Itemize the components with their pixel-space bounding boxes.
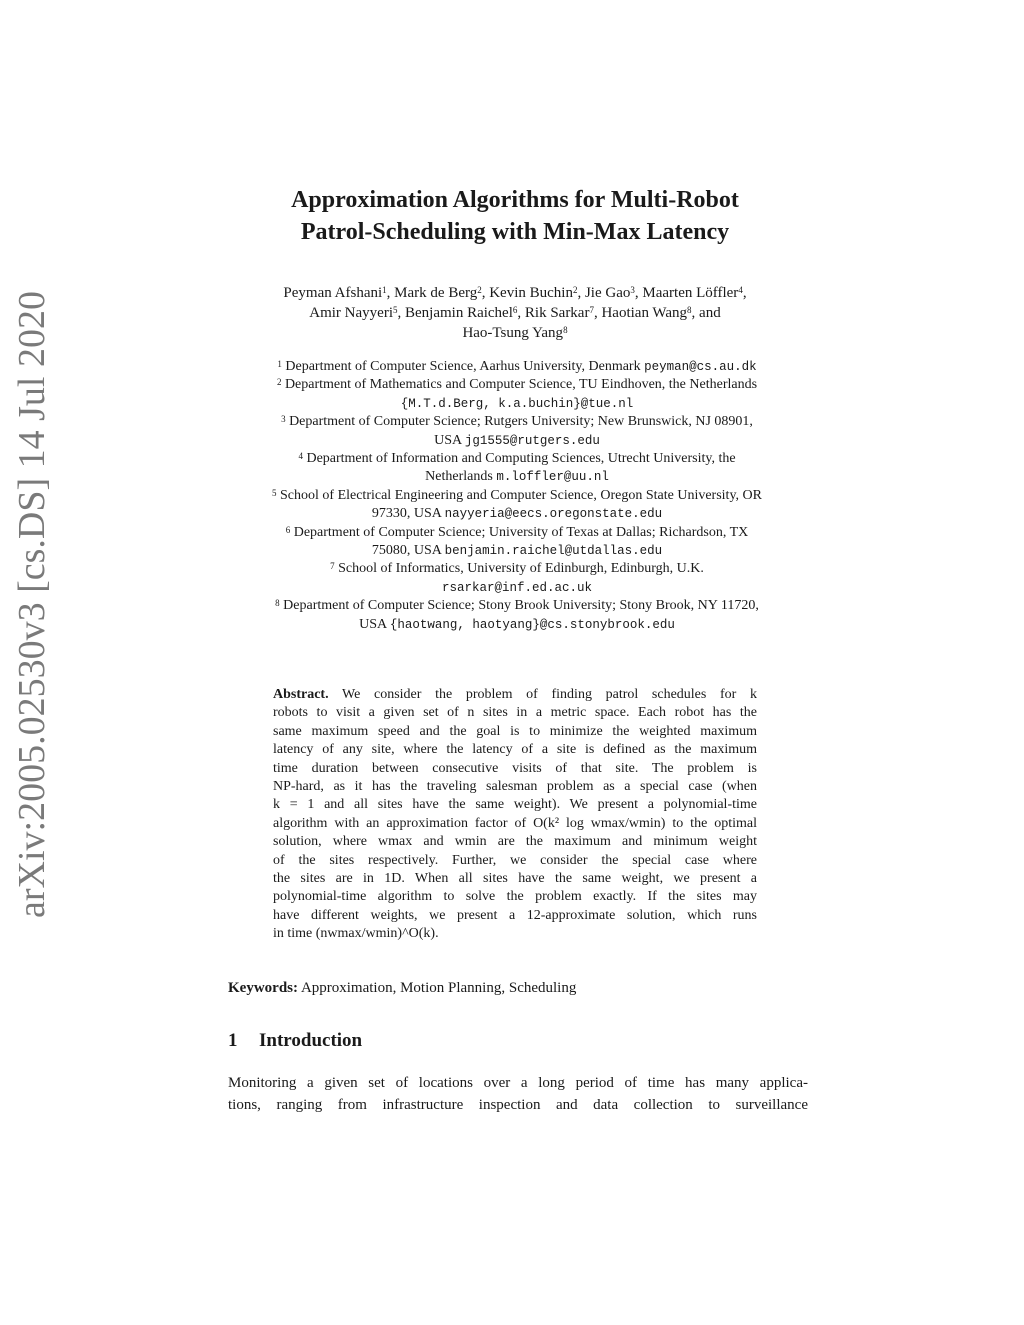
keywords <box>228 978 808 998</box>
email: {M.T.d.Berg, k.a.buchin}@tue.nl <box>400 396 634 411</box>
email: peyman@cs.au.dk <box>644 360 757 374</box>
abstract-line: k = 1 and all sites have the same weight). We present a polynomial-time <box>273 797 757 813</box>
abstract-line: algorithm with an approximation factor of O(k² log wmax/wmin) to the optimal <box>273 815 757 831</box>
title-line: Patrol-Scheduling with Min-Max Latency <box>300 219 730 245</box>
abstract-line: same maximum speed and the goal is to minimize the weighted maximum <box>273 723 757 739</box>
affiliation: $^4$ Department of Information and Computing Sciences, Utrecht University, the Netherlands m.loffler@uu.nl <box>298 451 736 485</box>
email: benjamin.raichel@utdallas.edu <box>444 544 663 559</box>
email: {haotwang, haotyang}@cs.stonybrook.edu <box>389 617 675 632</box>
author: Jie Gao$^3$ <box>584 285 635 301</box>
author: Rik Sarkar$^7$ <box>524 305 594 321</box>
abstract-label: Abstract. <box>273 687 329 702</box>
author: Haotian Wang$^8$ <box>601 305 692 321</box>
abstract-line: time duration between consecutive visits of that site. The problem is <box>273 760 757 776</box>
affiliation: $^7$ School of Informatics, University of Edinburgh, Edinburgh, U.K. rsarkar@inf.ed.ac.uk <box>330 561 704 595</box>
email: nayyeria@eecs.oregonstate.edu <box>444 507 663 522</box>
body-line: Monitoring a given set of locations over a long period of time has many applica- <box>228 1075 808 1091</box>
author: Mark de Berg$^2$ <box>394 285 482 301</box>
affiliation: $^3$ Department of Computer Science; Rutgers University; New Brunswick, NJ 08901, USA jg1555@rutgers.edu <box>281 414 753 448</box>
section-number: 1 <box>228 1030 238 1051</box>
abstract-line: Abstract. We consider the problem of finding patrol schedules for k <box>273 687 757 702</box>
email: rsarkar@inf.ed.ac.uk <box>441 580 593 595</box>
affiliation: $^5$ School of Electrical Engineering and Computer Science, Oregon State University, OR 97330, USA nayyeria@eecs.oregonstate.edu <box>272 487 762 522</box>
abstract-line: robots to visit a given set of n sites in a metric space. Each robot has the <box>273 705 757 721</box>
keywords-text: Approximation, Motion Planning, Scheduling <box>300 980 577 996</box>
email: jg1555@rutgers.edu <box>464 433 600 448</box>
body-text <box>228 1072 808 1116</box>
author: Peyman Afshani$^1$ <box>283 285 387 301</box>
paper-title <box>180 184 850 248</box>
affiliation: $^1$ Department of Computer Science, Aarhus University, Denmark peyman@cs.au.dk <box>277 359 757 374</box>
affiliation: $^8$ Department of Computer Science; Stony Brook University; Stony Brook, NY 11720, USA {haotwang, haotyang}@cs.stonybrook.edu <box>275 598 759 632</box>
affiliation: $^6$ Department of Computer Science; University of Texas at Dallas; Richardson, TX 75080, USA benjamin.raichel@utdallas.edu <box>285 524 749 559</box>
author: Benjamin Raichel$^6$ <box>405 305 518 321</box>
affiliations <box>224 358 810 634</box>
abstract-line: the sites are in 1D. When all sites have the same weight, we present a <box>273 870 757 886</box>
keywords-label: Keywords: <box>228 980 298 996</box>
abstract <box>273 686 757 943</box>
author-line <box>215 323 815 343</box>
section-heading <box>228 1028 362 1054</box>
author-line: Amir Nayyeri$^5$, Benjamin Raichel$^6$, Rik Sarkar$^7$, Haotian Wang$^8$, and <box>309 305 721 321</box>
abstract-line: polynomial-time algorithm to solve the problem exactly. If the sites may <box>273 889 757 905</box>
author: Kevin Buchin$^2$ <box>489 285 578 301</box>
arxiv-identifier: arXiv:2005.02530v3 [cs.DS] 14 Jul 2020 <box>11 291 53 918</box>
author-line: Peyman Afshani$^1$, Mark de Berg$^2$, Kevin Buchin$^2$, Jie Gao$^3$, Maarten Löffler$^4$, <box>283 285 747 301</box>
abstract-line: solution, where wmax and wmin are the maximum and minimum weight <box>273 834 757 850</box>
title-line: Approximation Algorithms for Multi-Robot <box>291 187 739 213</box>
affiliation: $^2$ Department of Mathematics and Computer Science, TU Eindhoven, the Netherlands {M.T.d.Berg, k.a.buchin}@tue.nl <box>276 377 758 411</box>
email: m.loffler@uu.nl <box>496 470 609 485</box>
author-list <box>215 283 815 343</box>
body-line: tions, ranging from infrastructure inspection and data collection to surveillance <box>228 1097 808 1113</box>
abstract-line: in time (nwmax/wmin)^O(k). <box>273 926 439 942</box>
abstract-line: NP-hard, as it has the traveling salesman problem as a special case (when <box>273 778 757 794</box>
author: Amir Nayyeri$^5$ <box>309 305 398 321</box>
abstract-line: have different weights, we present a 12-approximate solution, which runs <box>273 907 757 923</box>
section-title: Introduction <box>259 1030 363 1051</box>
abstract-line: of the sites respectively. Further, we consider the special case where <box>273 852 757 868</box>
abstract-line: latency of any site, where the latency of a site is defined as the maximum <box>273 742 757 758</box>
author: Hao-Tsung Yang$^8$ <box>462 325 568 341</box>
author: Maarten Löffler$^4$ <box>642 285 743 301</box>
